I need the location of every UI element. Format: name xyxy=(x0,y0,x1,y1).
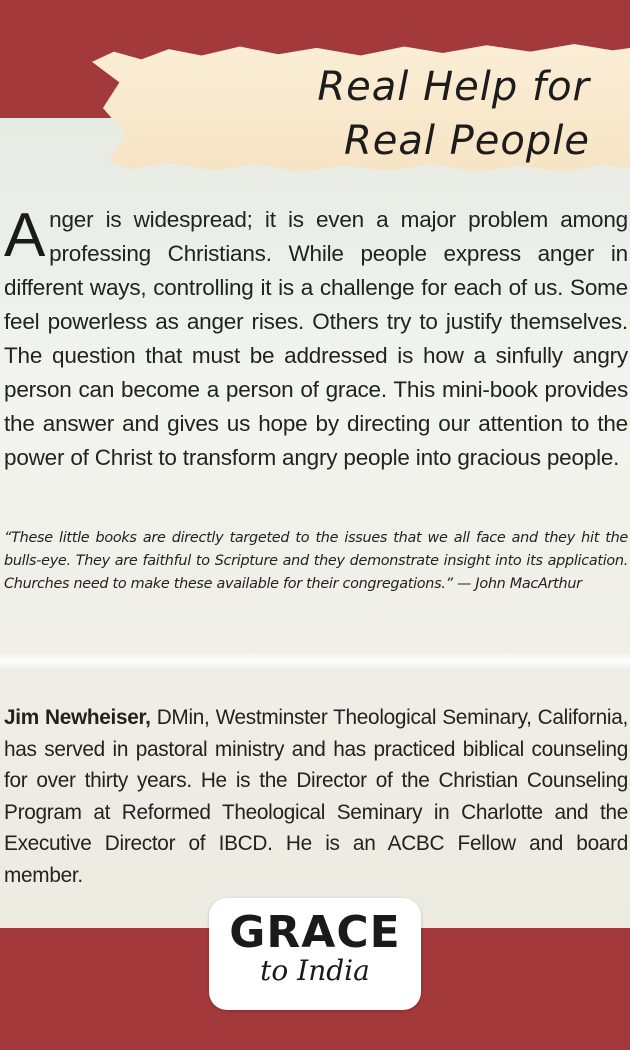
intro-text: nger is widespread; it is even a major problem among professing Christians. While people express anger in different ways, controlling it is a challenge for each of us. Some feel powerless as anger rises. Others try to justify themselves. The question that must be addressed is how a sinfully angry person can become a person of grace. This mini-book provides the answer and gives us hope by directing our attention to the power of Christ to transform angry people into gracious people. xyxy=(4,207,628,470)
header-title xyxy=(150,60,590,168)
author-bio xyxy=(4,702,628,891)
logo-main-text: GRACE xyxy=(229,907,401,958)
author-name: Jim Newheiser, xyxy=(4,706,151,729)
header-title-line-2: Real People xyxy=(343,118,590,164)
section-divider xyxy=(0,652,630,670)
drop-cap: A xyxy=(4,201,46,270)
endorsement-quote: “These little books are directly targeted to the issues that we all face and they hit the bulls-eye. They are faithful to Scripture and they demonstrate insight into its application. Churches need to make these available for their congregations.” — John MacArthur xyxy=(4,530,628,592)
header-title-line-1: Real Help for xyxy=(317,64,590,110)
publisher-logo xyxy=(209,898,421,1010)
intro-paragraph xyxy=(4,203,628,475)
logo-sub-text: to India xyxy=(260,954,370,987)
author-bio-text: DMin, Westminster Theological Seminary, California, has served in pastoral ministry and has practiced biblical counseling for over thirty years. He is the Director of the Christian Counseling Program at Reformed Theological Seminary in Charlotte and the Executive Director of IBCD. He is an ACBC Fellow and board member. xyxy=(4,706,628,887)
